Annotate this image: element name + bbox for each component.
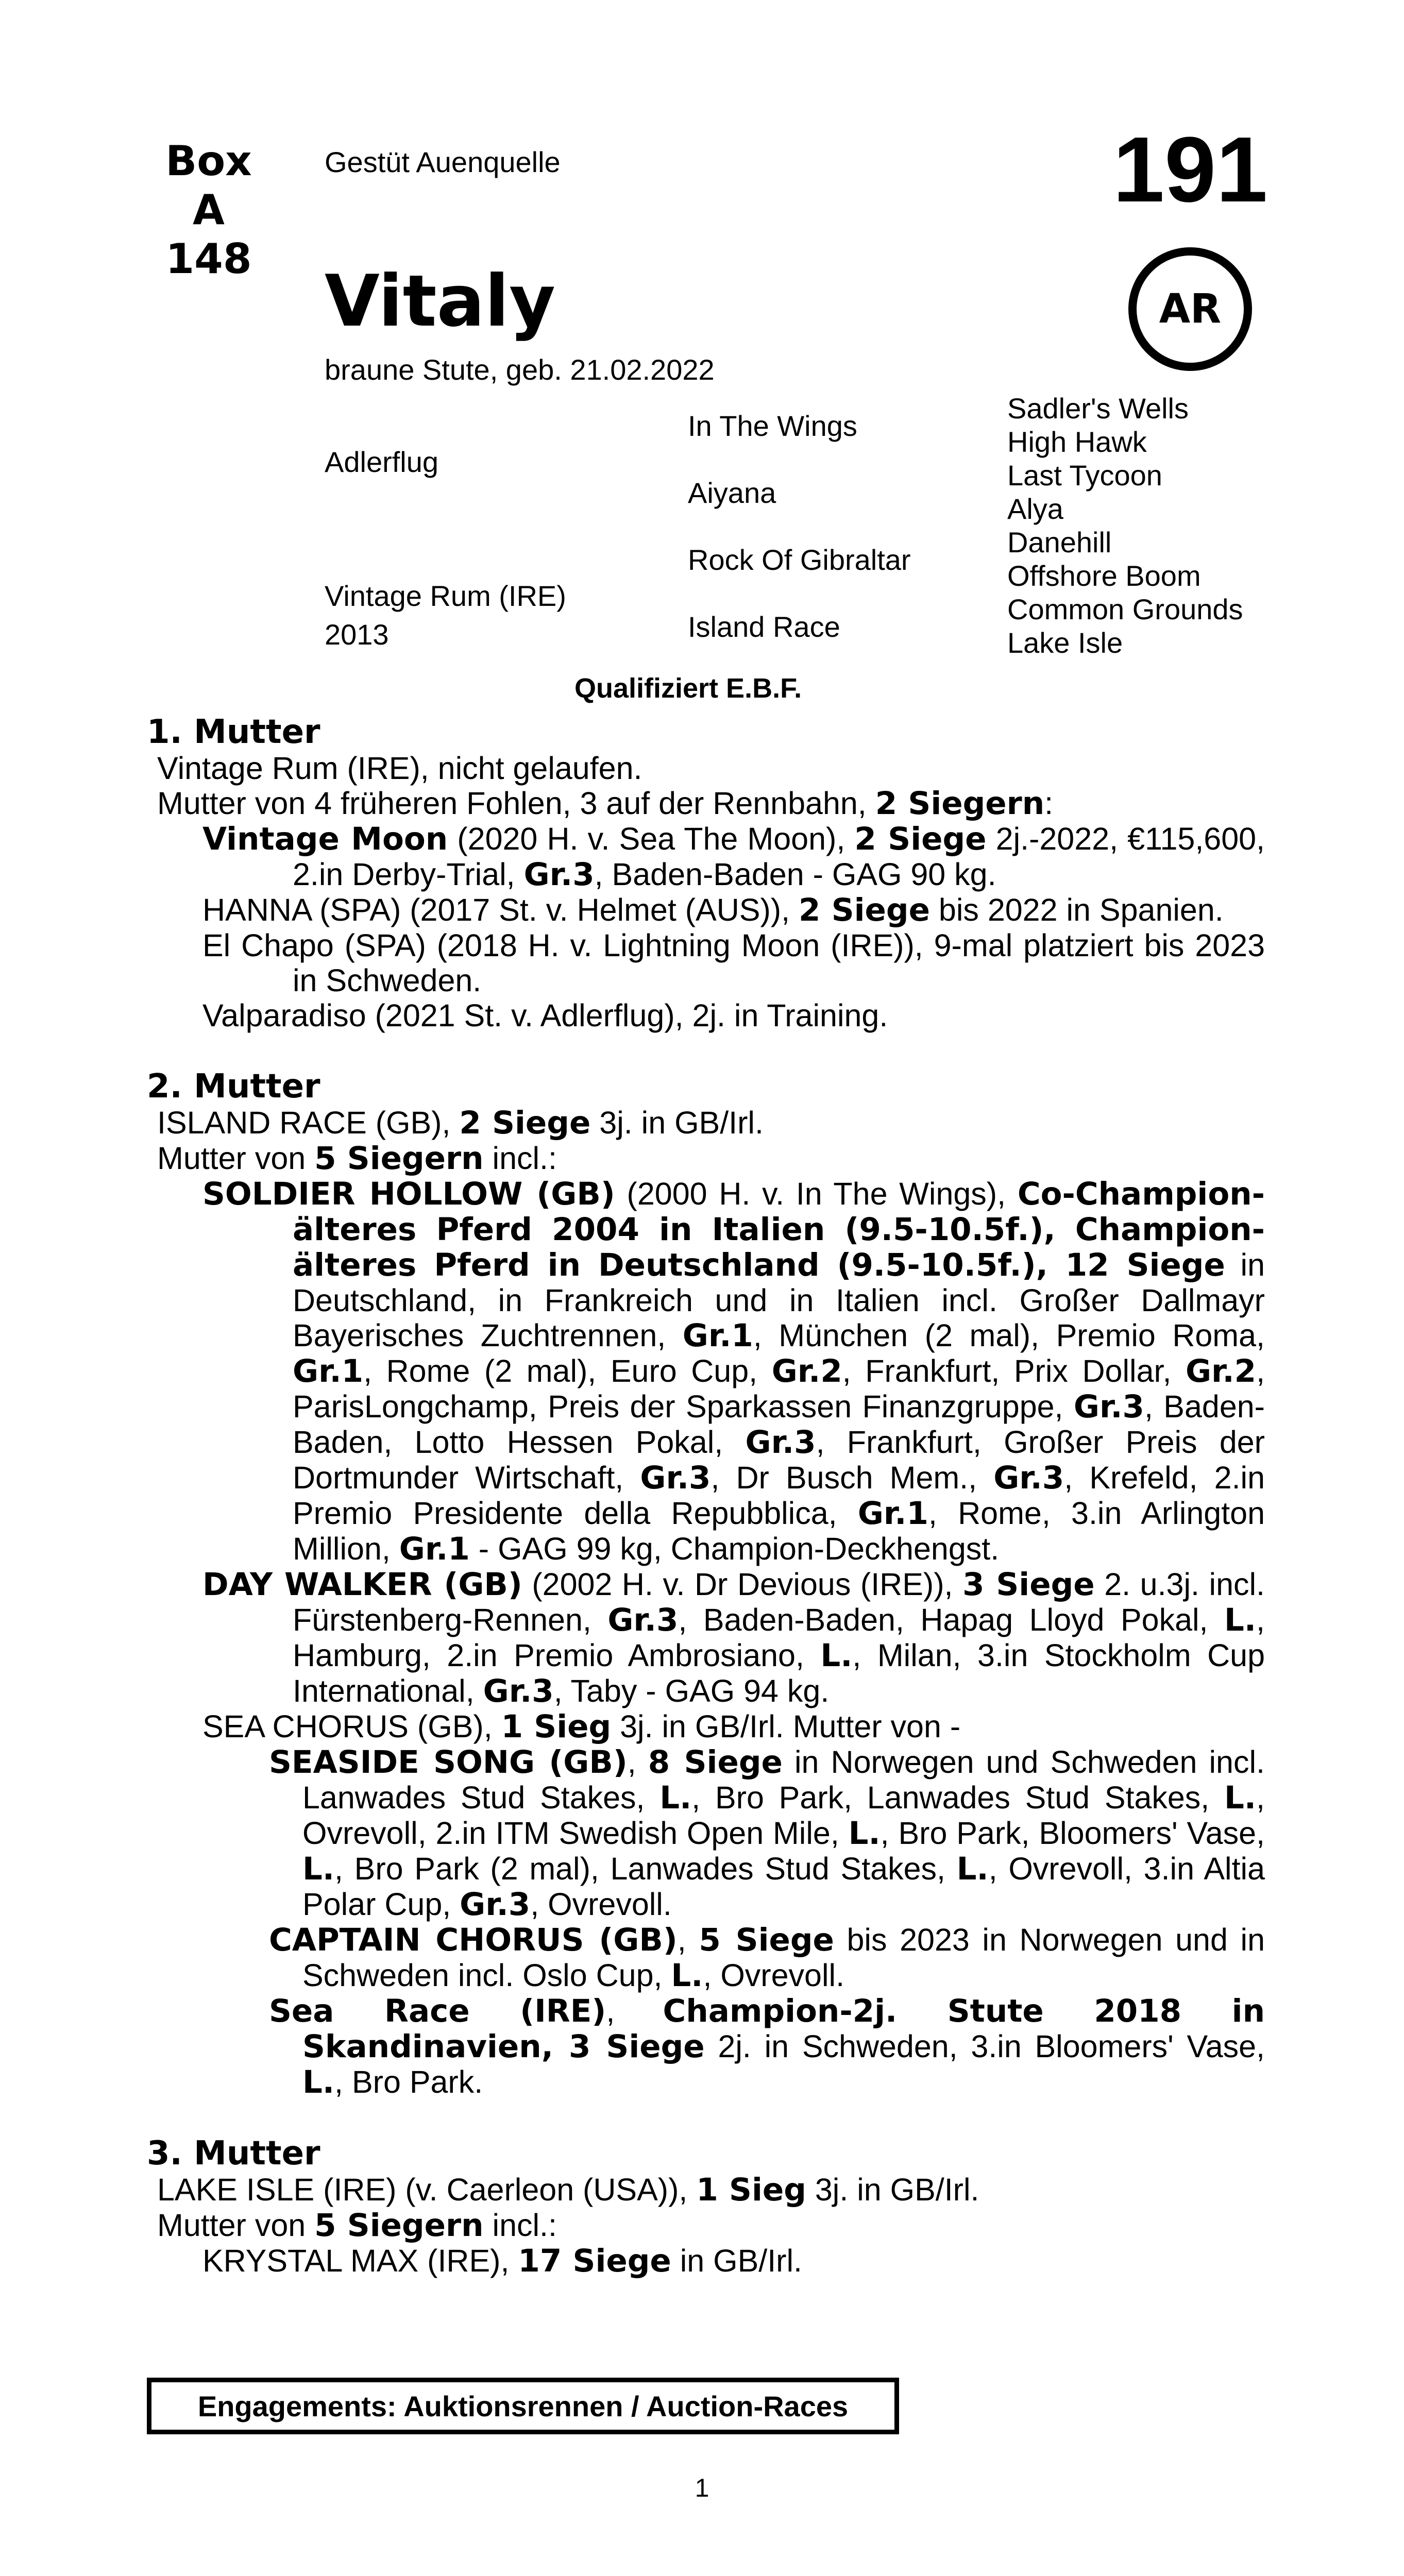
horse-description: braune Stute, geb. 21.02.2022 [325, 353, 715, 386]
text: in Deutschland, in Frankreich und in Italien incl. Großer Dallmayr Bayerisches Zuchtrennen, [293, 1247, 1265, 1353]
box-line2: A 148 [165, 186, 252, 283]
catalogue-body [147, 714, 1265, 2279]
text: , Baden-Baden, Lotto Hessen Pokal, [293, 1389, 1265, 1460]
dam-line [157, 2172, 1265, 2208]
text: , Milan, 3.in Stockholm Cup International, [293, 1638, 1265, 1708]
produce-entry: El Chapo (SPA) (2018 H. v. Lightning Moon (IRE)), 9-mal platziert bis 2023 in Schweden. [202, 928, 1265, 998]
engagements-text: Engagements: Auktionsrennen / Auction-Races [197, 2389, 849, 2422]
text-bold: L. [1224, 1780, 1257, 1816]
text: , [606, 1993, 663, 2028]
text-bold: 5 Siegern [314, 1140, 484, 1177]
text: , Ovrevoll. [703, 1958, 845, 1993]
text-bold: L. [671, 1957, 703, 1994]
text-bold: Sea Race (IRE) [269, 1993, 606, 2029]
horse-name: Vitaly [325, 260, 556, 343]
text-bold: L. [302, 1851, 335, 1887]
text: HANNA (SPA) (2017 St. v. Helmet (AUS)), [202, 892, 799, 927]
text: , Ovrevoll, 2.in ITM Swedish Open Mile, [302, 1780, 1265, 1851]
text: , Rome (2 mal), Euro Cup, [363, 1353, 772, 1388]
pedigree-sire: Adlerflug [325, 446, 439, 478]
text-bold: 2 Siegern [875, 785, 1045, 822]
ar-badge [1128, 247, 1252, 371]
text: ISLAND RACE (GB), [157, 1105, 460, 1140]
text-bold: Gr.3 [745, 1424, 816, 1461]
text-bold: 2 Siege [459, 1105, 591, 1141]
text: , [627, 1744, 648, 1780]
ar-badge-text: AR [1159, 286, 1222, 332]
text: , Frankfurt, Prix Dollar, [842, 1353, 1186, 1388]
text: , Baden-Baden, Hapag Lloyd Pokal, [678, 1602, 1224, 1637]
text-bold: Gr.3 [640, 1460, 711, 1496]
dam-line [157, 1105, 1265, 1141]
text: - GAG 99 kg, Champion-Deckhengst. [469, 1531, 1000, 1566]
text: KRYSTAL MAX (IRE), [202, 2243, 518, 2278]
text: : [1044, 786, 1054, 821]
text-bold: 8 Siege [648, 1744, 783, 1781]
pedigree-gen2-item: In The Wings [688, 410, 857, 442]
text-bold: Gr.3 [523, 856, 595, 893]
text-bold: Gr.3 [460, 1886, 531, 1923]
text-bold: L. [956, 1851, 989, 1887]
text: (2020 H. v. Sea The Moon), [448, 821, 855, 856]
produce-summary [157, 2208, 1265, 2243]
text-bold: SEASIDE SONG (GB) [269, 1744, 628, 1781]
produce-entry [202, 2243, 1265, 2279]
page-number: 1 [695, 2473, 709, 2502]
text-bold: L. [302, 2064, 335, 2100]
grand-produce-entry [269, 1922, 1265, 1993]
text: , Ovrevoll, 3.in Altia Polar Cup, [302, 1851, 1265, 1922]
produce-entry [202, 821, 1265, 892]
pedigree-gen3-item: Lake Isle [1007, 626, 1123, 659]
produce-entry [202, 1709, 1265, 1744]
text-bold: Gr.1 [682, 1317, 753, 1354]
produce-summary [157, 786, 1265, 821]
text: , Bro Park, Lanwades Stud Stakes, [691, 1780, 1224, 1815]
text-bold: L. [820, 1637, 853, 1674]
box-line1: Box [165, 137, 252, 185]
text-bold: Gr.2 [771, 1353, 842, 1389]
text: , München (2 mal), Premio Roma, [753, 1318, 1265, 1353]
produce-entry [202, 1176, 1265, 1567]
text: Mutter von [157, 2208, 315, 2243]
text: 3j. in GB/Irl. Mutter von - [611, 1709, 961, 1744]
produce-entry [202, 892, 1265, 928]
pedigree-gen3-item: Sadler's Wells [1007, 392, 1189, 425]
text-bold: Gr.1 [293, 1353, 364, 1389]
text: , Hamburg, 2.in Premio Ambrosiano, [293, 1602, 1265, 1673]
grand-produce-entry [269, 1744, 1265, 1922]
text-bold: Gr.3 [993, 1460, 1064, 1496]
text-bold: Co-Champion-älteres Pferd 2004 in Italien (9.5-10.5f.), Champion-älteres Pferd in Deutschland (9.5-10.5f.), 12 Siege [293, 1176, 1265, 1283]
text-bold: 1 Sieg [501, 1708, 612, 1745]
text: 2. u.3j. incl. Fürstenberg-Rennen, [293, 1567, 1265, 1637]
text: , Bro Park, Bloomers' Vase, [880, 1816, 1265, 1851]
text-bold: Gr.1 [857, 1495, 928, 1532]
text: bis 2023 in Norwegen und in Schweden incl. Oslo Cup, [302, 1922, 1265, 1993]
section-heading-3: 3. Mutter [147, 2134, 320, 2173]
text-bold: L. [659, 1780, 692, 1816]
breeder: Gestüt Auenquelle [325, 146, 561, 178]
text-bold: Gr.3 [1073, 1388, 1144, 1425]
pedigree-dam-year: 2013 [325, 618, 389, 651]
text: , Frankfurt, Großer Preis der Dortmunder Wirtschaft, [293, 1425, 1265, 1495]
text-bold: 2 Siege [799, 892, 930, 928]
text: , [677, 1922, 699, 1957]
text: incl.: [483, 2208, 557, 2243]
text-bold: Champion-2j. Stute 2018 in Skandinavien, 3 Siege [302, 1993, 1265, 2065]
pedigree-dam: Vintage Rum (IRE) [325, 580, 566, 612]
pedigree-gen2-item: Island Race [688, 611, 840, 643]
text-bold: 17 Siege [518, 2243, 671, 2279]
text: in Norwegen und Schweden incl. Lanwades Stud Stakes, [302, 1744, 1265, 1815]
text-bold: Gr.2 [1185, 1353, 1257, 1389]
text-bold: 2 Siege [854, 821, 987, 857]
text: LAKE ISLE (IRE) (v. Caerleon (USA)), [157, 2172, 697, 2207]
text: , Bro Park. [334, 2064, 483, 2099]
text: Mutter von 4 früheren Fohlen, 3 auf der Rennbahn, [157, 786, 875, 821]
text: bis 2022 in Spanien. [929, 892, 1224, 927]
section-heading-2: 2. Mutter [147, 1067, 320, 1106]
text: , Bro Park (2 mal), Lanwades Stud Stakes, [334, 1851, 957, 1886]
text: , Ovrevoll. [530, 1887, 672, 1922]
text: (2000 H. v. In The Wings), [615, 1176, 1018, 1211]
text-bold: Vintage Moon [202, 821, 448, 857]
text-bold: 5 Siegern [314, 2207, 484, 2244]
text-bold: L. [1224, 1602, 1257, 1638]
dam-line: Vintage Rum (IRE), nicht gelaufen. [157, 751, 642, 786]
pedigree-gen2-item: Aiyana [688, 477, 776, 509]
section-heading-1: 1. Mutter [147, 713, 320, 751]
text-bold: L. [848, 1815, 881, 1852]
produce-entry [202, 1567, 1265, 1709]
text-bold: 5 Siege [699, 1922, 834, 1958]
text-bold: CAPTAIN CHORUS (GB) [269, 1922, 678, 1958]
text: in GB/Irl. [671, 2243, 802, 2278]
pedigree-gen3-item: Danehill [1007, 526, 1112, 558]
pedigree-gen3-item: Offshore Boom [1007, 560, 1201, 592]
qualification: Qualifiziert E.B.F. [574, 673, 802, 704]
text: , Krefeld, 2.in Premio Presidente della Repubblica, [293, 1460, 1265, 1531]
text: , ParisLongchamp, Preis der Sparkassen Finanzgruppe, [293, 1353, 1265, 1424]
box-label [147, 137, 270, 283]
pedigree-gen2-item: Rock Of Gibraltar [688, 544, 911, 576]
text-bold: Gr.3 [483, 1673, 554, 1709]
spacer [147, 1033, 1265, 1068]
pedigree-gen3-item: Alya [1007, 493, 1063, 525]
pedigree-gen3-item: Last Tycoon [1007, 459, 1162, 492]
text-bold: 1 Sieg [696, 2172, 806, 2208]
text: , Baden-Baden - GAG 90 kg. [594, 857, 996, 892]
spacer [147, 2100, 1265, 2135]
text-bold: Gr.3 [607, 1602, 679, 1638]
pedigree-gen3 [1007, 392, 1243, 659]
text: 3j. in GB/Irl. [806, 2172, 979, 2207]
text-bold: Gr.1 [399, 1531, 470, 1567]
text: Mutter von [157, 1141, 315, 1176]
text: SEA CHORUS (GB), [202, 1709, 501, 1744]
text: , Dr Busch Mem., [711, 1460, 994, 1495]
grand-produce-entry [269, 1993, 1265, 2100]
text: (2002 H. v. Dr Devious (IRE)), [522, 1567, 963, 1602]
text-bold: 3 Siege [962, 1566, 1095, 1603]
text: 2j. in Schweden, 3.in Bloomers' Vase, [704, 2029, 1265, 2064]
lot-number: 191 [1113, 118, 1268, 222]
text: , Taby - GAG 94 kg. [553, 1673, 830, 1708]
text: incl.: [483, 1141, 557, 1176]
text: 3j. in GB/Irl. [590, 1105, 764, 1140]
produce-entry: Valparadiso (2021 St. v. Adlerflug), 2j. in Training. [202, 998, 888, 1033]
text: 2j.-2022, €115,600, 2.in Derby-Trial, [293, 821, 1265, 892]
engagements-box [147, 2378, 899, 2434]
produce-summary [157, 1141, 1265, 1176]
text-bold: DAY WALKER (GB) [202, 1566, 522, 1603]
text: , Rome, 3.in Arlington Million, [293, 1496, 1265, 1566]
pedigree-gen3-item: Common Grounds [1007, 593, 1243, 625]
text-bold: SOLDIER HOLLOW (GB) [202, 1176, 615, 1212]
pedigree-gen3-item: High Hawk [1007, 426, 1147, 458]
